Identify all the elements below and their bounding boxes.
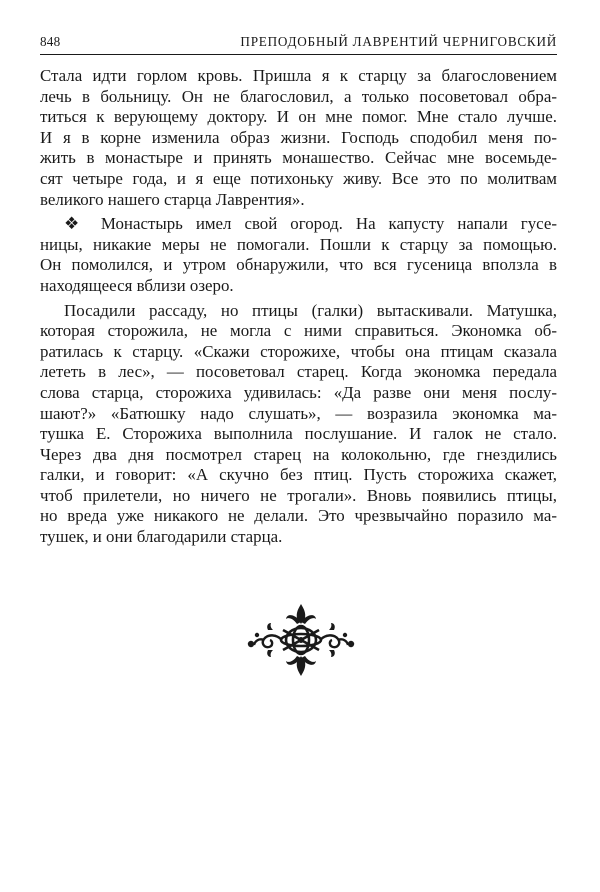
- running-head: [40, 33, 557, 53]
- text-line: сят четыре года, и я еще потихоньку живу. Все это по молитвам: [40, 168, 557, 188]
- text-line: ницы, никакие меры не помогали. Пошли к старцу за помощью.: [40, 234, 557, 254]
- text-line: Стала идти горлом кровь. Пришла я к старцу за благословением: [40, 66, 557, 85]
- paragraph: [40, 301, 557, 548]
- text-line: галки, и говорит: «А скучно без птиц. Пусть сторожиха скажет,: [40, 465, 557, 485]
- body-text: [40, 66, 557, 548]
- text-line: Через два дня посмотрел старец на колокольню, где гнездились: [40, 444, 557, 464]
- text-line: слова старца, сторожиха удивилась: «Да разве они меня послу-: [40, 382, 557, 402]
- text-line: Он помолился, и утром обнаружили, что вся гусеница вползла в: [40, 255, 557, 275]
- text-line: лечь в больницу. Он не благословил, а только посоветовал обра-: [40, 86, 557, 106]
- text-line: тушек, и они благодарили старца.: [40, 527, 283, 547]
- text-line: ❖ Монастырь имел свой огород. На капусту напали гусе-: [64, 214, 557, 234]
- text-line: но вреда уже никакого не делали. Это чрезвычайно поразило ма-: [40, 506, 557, 526]
- fleuron-ornament-icon: [242, 600, 360, 680]
- text-line: шают?» «Батюшку надо слушать», — возразила экономка ма-: [40, 403, 557, 423]
- text-line: тушка Е. Сторожиха выполнила послушание. И галок не стало.: [40, 424, 557, 444]
- text-line: которая сторожила, не могла с ними справиться. Экономка об-: [40, 321, 557, 341]
- header-rule: [40, 54, 557, 55]
- text-line: Посадили рассаду, но птицы (галки) вытаскивали. Матушка,: [64, 300, 557, 320]
- running-title: ПРЕПОДОБНЫЙ ЛАВРЕНТИЙ ЧЕРНИГОВСКИЙ: [240, 34, 557, 49]
- text-line: находящееся вблизи озеро.: [40, 275, 234, 295]
- text-line: жить в монастыре и принять монашество. Сейчас мне восемьде-: [40, 148, 557, 168]
- paragraph: [40, 214, 557, 296]
- text-line: лететь в лес», — посоветовал старец. Когда экономка передала: [40, 362, 557, 382]
- text-line: титься к верующему доктору. И он мне помог. Мне стало лучше.: [40, 107, 557, 127]
- paragraph: [40, 66, 557, 210]
- page-number: 848: [40, 34, 61, 49]
- text-line: чтоб прилетели, но ничего не трогали». Вновь появились птицы,: [40, 485, 557, 505]
- text-line: И я в корне изменила образ жизни. Господь сподобил меня по-: [40, 127, 557, 147]
- text-line: великого нашего старца Лаврентия».: [40, 189, 305, 209]
- text-line: ратилась к старцу. «Скажи сторожихе, чтобы она птицам сказала: [40, 341, 557, 361]
